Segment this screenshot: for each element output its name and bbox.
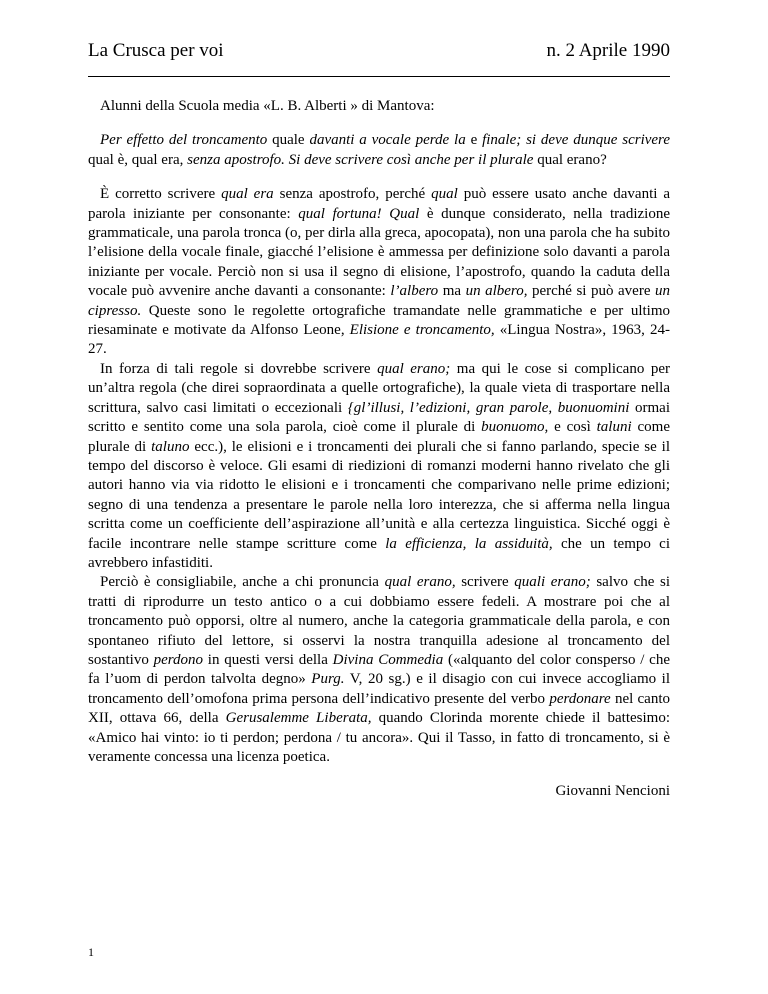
page-number: 1 [88,945,94,959]
text-run: perché si può avere [527,283,656,300]
author-signature: Giovanni Nencioni [555,783,670,800]
header-rule [88,76,670,77]
italic-run: Per effetto del troncamento [100,132,268,149]
text-run: ma [438,283,466,300]
issue-date: n. 2 Aprile 1990 [546,40,670,61]
italic-run: quali erano; [514,574,591,591]
italic-run: qual era [221,186,274,203]
text-run: in questi versi della [203,651,333,668]
italic-run: {gl’illusi, l’edizioni, gran parole, buonuomini [347,399,630,416]
text-run: («alquanto del color consperso / che fa l’uom di perdon talvolta degno» [88,651,670,688]
text-run: Queste sono le regolette ortografiche tramandate nelle grammatiche e per ultimo riesaminate e motivate da Alfonso Leone, [88,302,670,339]
text-run: salvo che si tratti di riprodurre un testo antico o a cui dobbiamo essere fedeli. A mostrare poi che al troncamento può opporsi, oltre al numero, anche la categoria grammaticale della parola, e con spontaneo rifiuto del lettore, si osservi la nostra tranquilla adesione al troncamento del sostantivo [88,574,671,668]
text-run: ecc.), le elisioni e i troncamenti dei plurali che si fanno parlando, specie se il tempo del discorso è veloce. Gli esami di riedizioni di romanzi moderni hanno rivelato che gli autori hanno via via ridotto le elisioni e i troncamenti che comparivano nelle prime edizioni; segno di una tendenza a presentare le parole nella loro interezza, che si afferma nella lingua scritta come un coefficiente dell’aspirazione all’unità e alla certezza linguistica. Sicché oggi è facile incontrare nelle stampe scritture come [88,438,670,552]
text-run: quale [267,132,310,149]
text-run: ma qui le cose si complicano per un’altra regola (che direi sopraordinata a quelle ortografiche), la quale vieta di trasportare nella scrittura, salvo casi limitati o eccezionali [88,360,670,416]
italic-run: Gerusalemme Liberata, [225,710,372,727]
text-run: senza apostrofo, perché [273,186,432,203]
italic-run: un albero, [465,283,528,300]
question-author: Alunni della Scuola media «L. B. Alberti » di Mantova: [100,98,435,114]
text-run: scrivere [455,574,515,591]
text-run: nel canto XII, ottava 66, della [88,690,671,727]
text-run: è dunque considerato, nella tradizione grammaticale, una parola tronca (o, per dirla alla greca, apocopata), non una parola che ha subito l’elisione della vocale finale, giacché l’elisione è ammessa per definizione solo davanti a parola iniziante per vocale. Perciò non si usa il segno di elisione, l’apostrofo, quando la caduta della vocale può avvenire anche davanti a consonante: [88,205,670,300]
page-header [88,40,670,74]
text-run: che un tempo ci avrebbero infastiditi. [88,535,670,571]
article-body [88,97,670,802]
italic-run: l’albero [390,283,439,300]
text-run: e [465,132,483,149]
text-run: quando Clorinda morente chiede il battesimo: «Amico hai vinto: io ti perdon; perdona / tu ancora». Qui il Tasso, in fatto di troncamento, si è veramente concessa una licenza poetica. [88,710,670,765]
text-run: può essere usato anche davanti a parola iniziante per consonante: [88,186,670,222]
italic-run: davanti a vocale perde la [309,132,466,149]
answer-paragraph-3 [88,573,670,767]
italic-run: un cipresso. [88,283,671,319]
italic-run: qual erano; [377,360,451,377]
italic-run: buonuomo, [481,419,549,436]
text-run: qual è, qual era, [88,151,188,168]
text-run: «Lingua Nostra», 1963, 24-27. [88,322,670,358]
reader-question [88,131,670,170]
text-run: Perciò è consigliabile, anche a chi pronuncia [100,574,385,591]
text-run: È corretto scrivere [100,186,222,203]
italic-run: Elisione e troncamento, [349,322,495,339]
journal-title: La Crusca per voi [88,40,224,61]
italic-run: taluno [151,438,190,455]
italic-run: la efficienza, la assiduità, [385,535,553,552]
text-run: V, 20 sg.) e il disagio con cui invece accogliamo il troncamento dell’omofona prima persona dell’indicativo presente del verbo [88,671,671,707]
text-run: qual erano? [533,151,607,168]
answer-paragraph-1 [88,185,670,360]
text-run: ormai scritto e sentito come una sola parola, cioè come il plurale di [88,399,670,436]
italic-run: qual [431,186,458,203]
text-run: e così [548,419,597,436]
italic-run: senza apostrofo. Si deve scrivere così anche per il plurale [187,151,534,168]
italic-run: qual erano, [384,574,456,591]
italic-run: perdono [153,651,204,668]
italic-run: perdonare [549,690,611,707]
italic-run: Purg. [311,671,345,688]
italic-run: Divina Commedia [332,651,444,668]
text-run: come plurale di [88,419,671,455]
italic-run: qual fortuna! Qual [298,205,420,222]
text-run: In forza di tali regole si dovrebbe scrivere [100,360,378,377]
italic-run: finale; si deve dunque scrivere [482,132,670,149]
answer-paragraph-2 [88,360,670,573]
italic-run: taluni [596,419,632,436]
